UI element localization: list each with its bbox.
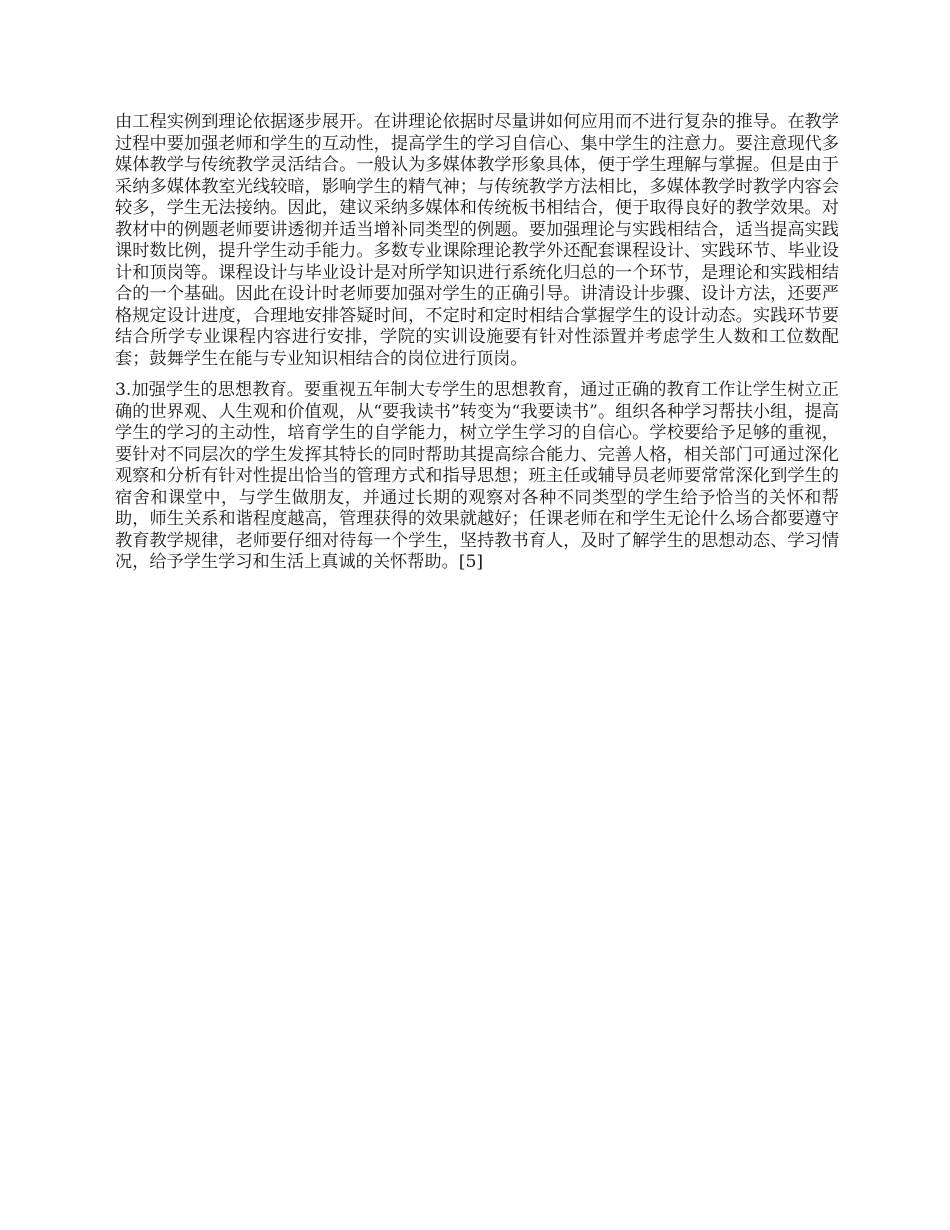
body-paragraph-1: 由工程实例到理论依据逐步展开。在讲理论依据时尽量讲如何应用而不进行复杂的推导。在教学过程中要加强老师和学生的互动性，提高学生的学习自信心、集中学生的注意力。要注意现代多媒体教学与传统教学灵活结合。一般认为多媒体教学形象具体，便于学生理解与掌握。但是由于采纳多媒体教室光线较暗，影响学生的精气神；与传统教学方法相比，多媒体教学时教学内容会较多，学生无法接纳。因此，建议采纳多媒体和传统板书相结合，便于取得良好的教学效果。对教材中的例题老师要讲透彻并适当增补同类型的例题。要加强理论与实践相结合，适当提高实践课时数比例，提升学生动手能力。多数专业课除理论教学外还配套课程设计、实践环节、毕业设计和顶岗等。课程设计与毕业设计是对所学知识进行系统化归总的一个环节，是理论和实践相结合的一个基础。因此在设计时老师要加强对学生的正确引导。讲清设计步骤、设计方法，还要严格规定设计进度，合理地安排答疑时间，不定时和定时相结合掌握学生的设计动态。实践环节要结合所学专业课程内容进行安排，学院的实训设施要有针对性添置并考虑学生人数和工位数配套；鼓舞学生在能与专业知识相结合的岗位进行顶岗。: [115, 112, 839, 369]
document-page: [115, 112, 839, 574]
body-paragraph-2: 3.加强学生的思想教育。要重视五年制大专学生的思想教育，通过正确的教育工作让学生树立正确的世界观、人生观和价值观，从“要我读书”转变为“我要读书”。组织各种学习帮扶小组，提高学生的学习的主动性，培育学生的自学能力，树立学生学习的自信心。学校要给予足够的重视，要针对不同层次的学生发挥其特长的同时帮助其提高综合能力、完善人格，相关部门可通过深化观察和分析有针对性提出恰当的管理方式和指导思想；班主任或辅导员老师要常常深化到学生的宿舍和课堂中，与学生做朋友，并通过长期的观察对各种不同类型的学生给予恰当的关怀和帮助，师生关系和谐程度越高，管理获得的效果就越好；任课老师在和学生无论什么场合都要遵守教育教学规律，老师要仔细对待每一个学生，坚持教书育人，及时了解学生的思想动态、学习情况，给予学生学习和生活上真诚的关怀帮助。[5]: [115, 380, 839, 572]
